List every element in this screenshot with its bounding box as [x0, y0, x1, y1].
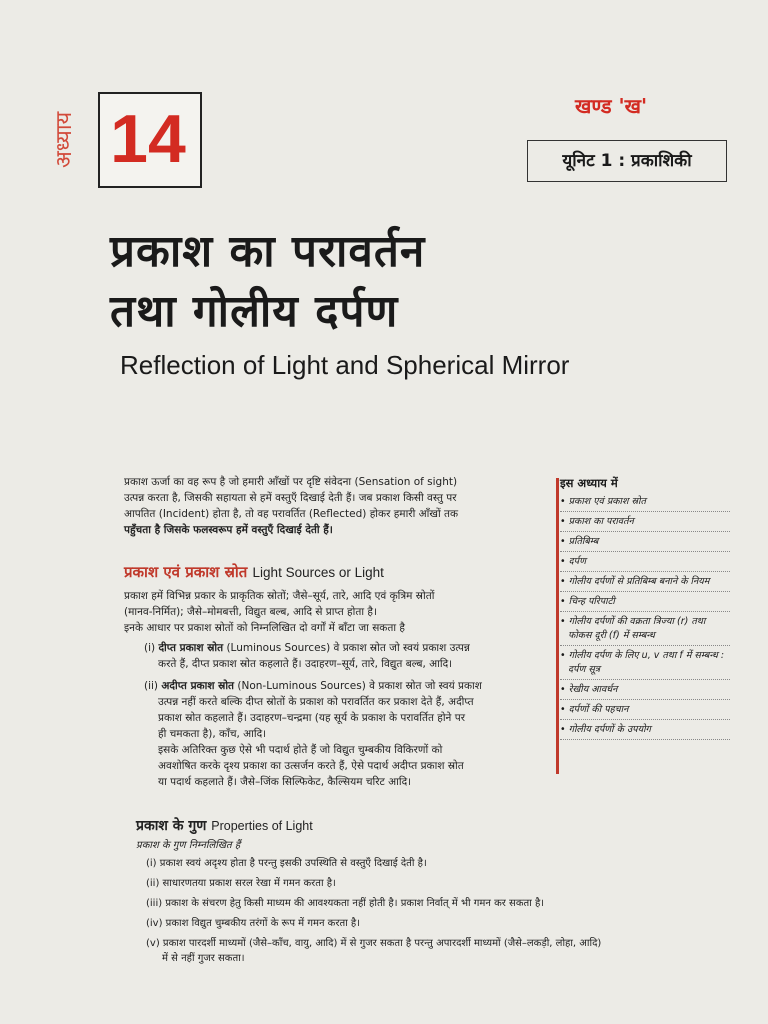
page-title [110, 222, 425, 342]
sources-line: इनके आधार पर प्रकाश स्रोतों को निम्नलिखित दो वर्गों में बाँटा जा सकता है [124, 622, 405, 634]
sources-paragraph [124, 588, 544, 636]
item-line: या पदार्थ कहलाते हैं। जैसे–जिंक सिल्फिकेट, कैल्सियम चरिट आदि। [158, 776, 412, 788]
item-line-first [144, 678, 544, 694]
sidebar-item: • दर्पणों की पहचान [560, 703, 730, 720]
sidebar-item: • चिन्ह परिपाटी [560, 595, 730, 612]
item-line: प्रकाश स्रोत कहलाते हैं। उदाहरण–चन्द्रमा (यह सूर्य के प्रकाश के परावर्तित होने पर [158, 712, 465, 724]
luminous-sources-item [144, 640, 544, 672]
sidebar-item: • गोलीय दर्पणों से प्रतिबिम्ब बनाने के नियम [560, 575, 730, 592]
intro-line: आपतित (Incident) होता है, तो वह परावर्तित (Reflected) होकर हमारी आँखों तक [124, 508, 459, 520]
sidebar-item: • दर्पण [560, 555, 730, 572]
property-item: (ii) साधारणतया प्रकाश सरल रेखा में गमन करता है। [146, 878, 336, 889]
item-term: दीप्त प्रकाश स्रोत [158, 642, 224, 654]
sidebar-item: • गोलीय दर्पण के लिए u, v तथा f में सम्बन्ध : दर्पण सूत्र [560, 649, 730, 680]
item-text: (Luminous Sources) वे प्रकाश स्रोत जो स्वयं प्रकाश उत्पन्न [226, 642, 470, 654]
sources-line: (मानव-निर्मित); जैसे–मोमबत्ती, विद्युत बल्ब, आदि से प्राप्त होता है। [124, 606, 377, 618]
properties-heading-hindi: प्रकाश के गुण [136, 818, 207, 834]
item-line: अवशोषित करके दृश्य प्रकाश का उत्सर्जन करते हैं, ऐसे पदार्थ अदीप्त प्रकाश स्रोत [158, 760, 464, 772]
intro-paragraph [124, 474, 544, 538]
title-line-2: तथा गोलीय दर्पण [110, 286, 399, 337]
sidebar-item: • प्रकाश का परावर्तन [560, 515, 730, 532]
property-item: (i) प्रकाश स्वयं अदृश्य होता है परन्तु इसकी उपस्थिति से वस्तुएँ दिखाई देती है। [146, 858, 427, 869]
item-line: उत्पन्न नहीं करते बल्कि दीप्त स्रोतों के प्रकाश को परावर्तित कर प्रकाश देते हैं, अदीप्त [158, 696, 474, 708]
item-line: करते हैं, दीप्त प्रकाश स्रोत कहलाते हैं। उदाहरण–सूर्य, तारे, विद्युत बल्ब, आदि। [158, 658, 453, 670]
chapter-label: अध्याय [52, 111, 77, 169]
intro-line: उत्पन्न करता है, जिसकी सहायता से हमें वस्तुएँ दिखाई देती हैं। जब प्रकाश किसी वस्तु पर [124, 492, 457, 504]
item-line: ही चमकता है), काँच, आदि। [158, 728, 267, 740]
sources-heading-english: Light Sources or Light [252, 565, 384, 580]
property-item: (iv) प्रकाश विद्युत चुम्बकीय तरंगों के रूप में गमन करता है। [146, 918, 361, 929]
section-label: खण्ड 'ख' [575, 94, 648, 118]
property-item: (v) प्रकाश पारदर्शी माध्यमों (जैसे–काँच, वायु, आदि) में से गुजर सकता है परन्तु अपारदर्शी माध्यमों (जैसे–लकड़ी, लोहा, आदि) [146, 938, 602, 949]
item-term: अदीप्त प्रकाश स्रोत [161, 680, 235, 692]
sidebar-accent-bar [556, 478, 559, 774]
properties-list [146, 856, 746, 966]
item-marker: (ii) [144, 680, 159, 692]
sidebar-item: • प्रतिबिम्ब [560, 535, 730, 552]
item-text: (Non-Luminous Sources) वे प्रकाश स्रोत जो स्वयं प्रकाश [237, 680, 482, 692]
sources-heading-hindi: प्रकाश एवं प्रकाश स्रोत [124, 563, 248, 581]
sidebar-item: • गोलीय दर्पणों की वक्रता त्रिज्या (r) तथा फोकस दूरी (f) में सम्बन्ध [560, 615, 730, 646]
properties-heading-english: Properties of Light [211, 819, 313, 833]
sidebar-item: • रेखीय आवर्धन [560, 683, 730, 700]
sidebar-item: • प्रकाश एवं प्रकाश स्रोत [560, 495, 730, 512]
title-line-1: प्रकाश का परावर्तन [110, 226, 426, 277]
sidebar-title: इस अध्याय में [560, 476, 618, 490]
property-item: (iii) प्रकाश के संचरण हेतु किसी माध्यम की आवश्यकता नहीं होती है। प्रकाश निर्वात् में भी गमन कर सकता है। [146, 898, 545, 909]
item-line: इसके अतिरिक्त कुछ ऐसे भी पदार्थ होते हैं जो विद्युत चुम्बकीय विकिरणों को [158, 744, 443, 756]
chapter-number: 14 [110, 101, 186, 177]
non-luminous-sources-item [144, 678, 544, 790]
item-marker: (i) [144, 642, 156, 654]
properties-heading [136, 816, 313, 835]
sidebar-item: • गोलीय दर्पणों के उपयोग [560, 723, 730, 740]
sources-heading [124, 562, 384, 582]
english-title: Reflection of Light and Spherical Mirror [120, 350, 570, 380]
unit-label: यूनिट 1 : प्रकाशिकी [527, 140, 727, 182]
property-item: में से नहीं गुजर सकता। [162, 953, 245, 964]
intro-line: प्रकाश ऊर्जा का वह रूप है जो हमारी आँखों पर दृष्टि संवेदना (Sensation of sight) [124, 476, 458, 488]
chapter-contents-sidebar [560, 476, 730, 776]
intro-line: पहुँचता है जिसके फलस्वरूप हमें वस्तुएँ दिखाई देती हैं। [124, 524, 333, 536]
item-line-first [144, 640, 544, 656]
sidebar-list [560, 495, 730, 740]
sources-line: प्रकाश हमें विभिन्न प्रकार के प्राकृतिक स्रोतों; जैसे–सूर्य, तारे, आदि एवं कृत्रिम स्रोतों [124, 590, 435, 602]
properties-intro: प्रकाश के गुण निम्नलिखित हैं [136, 840, 241, 851]
